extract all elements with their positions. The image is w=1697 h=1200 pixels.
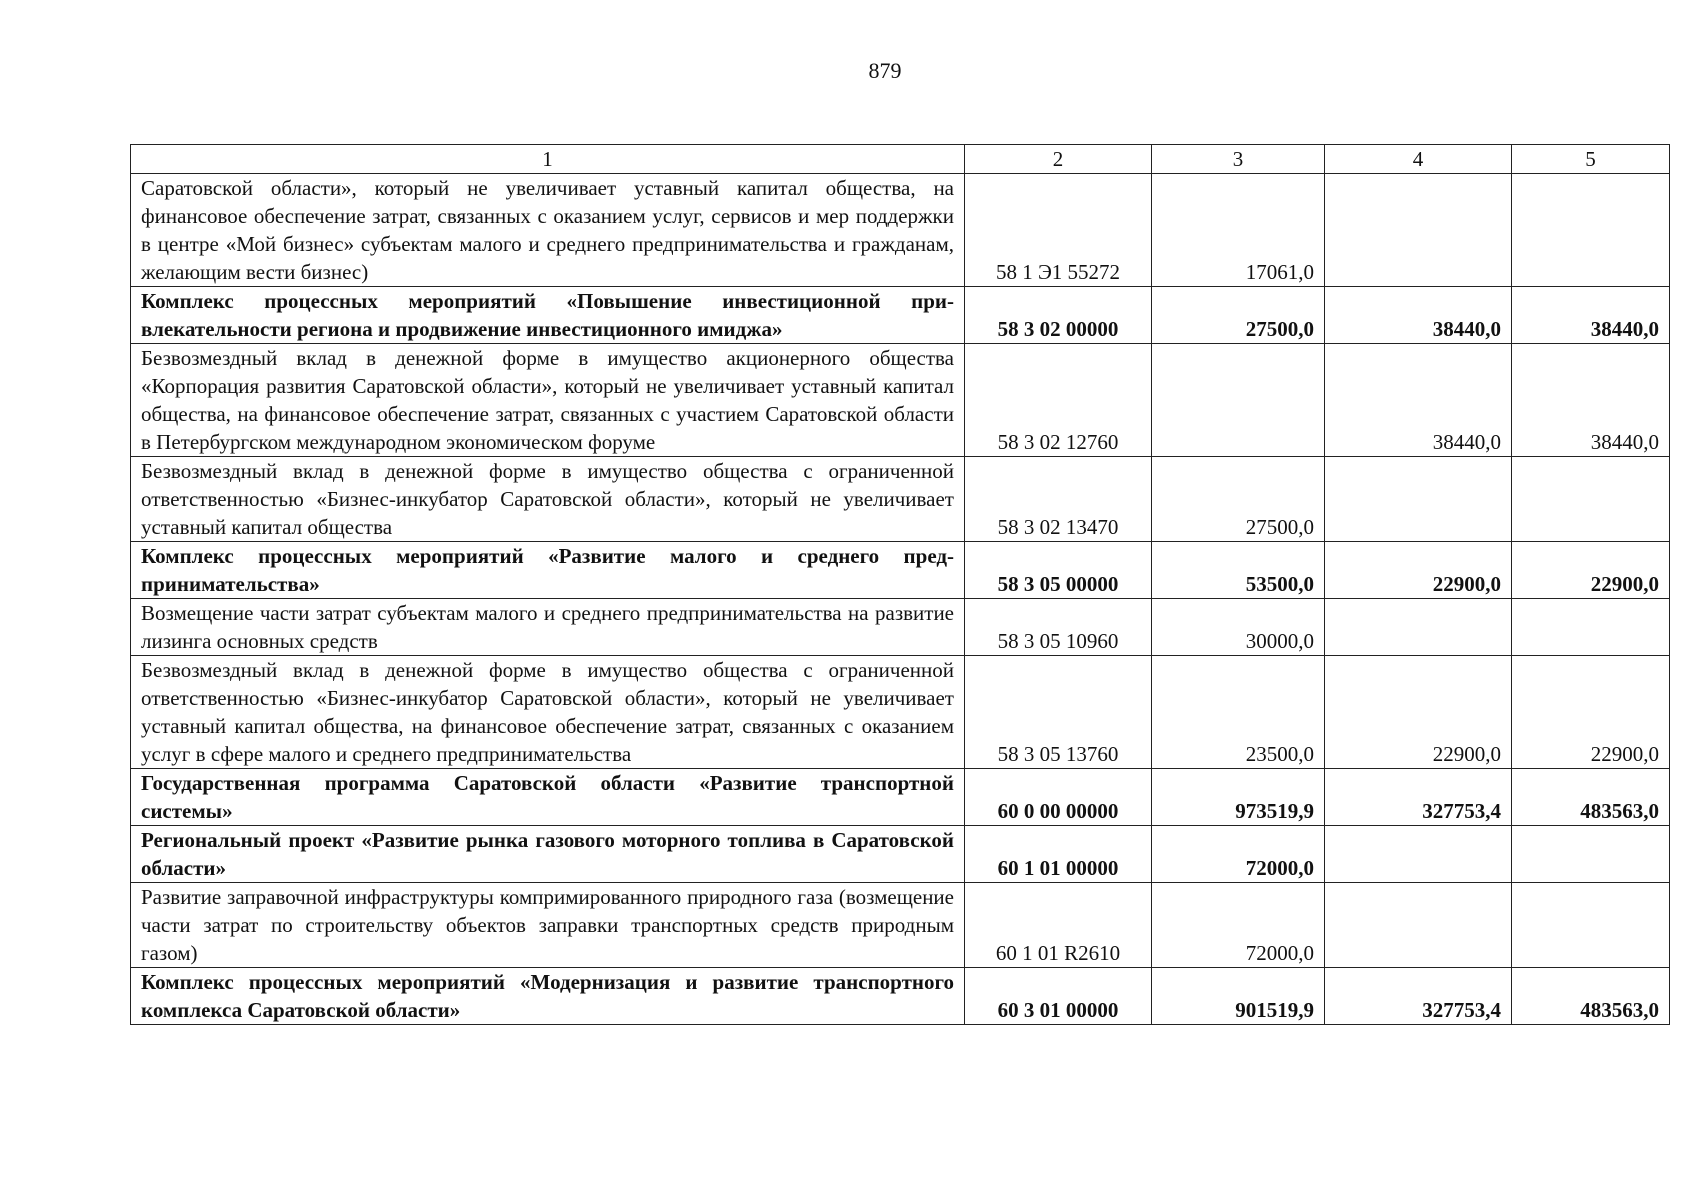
row-value-col-5 xyxy=(1512,599,1670,656)
row-value-col-3: 30000,0 xyxy=(1152,599,1325,656)
row-code-cell: 58 3 02 12760 xyxy=(965,344,1152,457)
row-code-cell: 58 3 05 10960 xyxy=(965,599,1152,656)
row-value-col-5: 38440,0 xyxy=(1512,287,1670,344)
table-row xyxy=(131,883,1670,968)
page-number: 879 xyxy=(868,58,902,83)
row-name-cell: Саратовской области», который не увеличивает уставный капитал общества, на финансовое обеспечение затрат, связанных с оказанием услуг, сервисов и мер поддержки в центре «Мой бизнес» субъектам малого и среднего предпринимательства и гражданам, желающим вести бизнес) xyxy=(131,174,965,287)
row-value-col-4 xyxy=(1325,826,1512,883)
row-name-cell: Возмещение части затрат субъектам малого и среднего предпринимательства на развитие лизинга основных средств xyxy=(131,599,965,656)
row-value-col-3: 72000,0 xyxy=(1152,826,1325,883)
row-value-col-5 xyxy=(1512,457,1670,542)
row-value-col-5 xyxy=(1512,826,1670,883)
table-body xyxy=(131,174,1670,1025)
row-code-cell: 60 0 00 00000 xyxy=(965,769,1152,826)
table-header xyxy=(131,145,1670,174)
row-value-col-4: 327753,4 xyxy=(1325,769,1512,826)
budget-table xyxy=(130,144,1670,1025)
row-value-col-4 xyxy=(1325,599,1512,656)
row-name-cell: Безвозмездный вклад в денежной форме в имущество общества с ограниченной ответственностью «Бизнес-инкубатор Саратовской области», который не увеличивает уставный капитал общества, на финансовое обеспечение затрат, связанных с оказанием услуг в сфере малого и среднего предпринимательства xyxy=(131,656,965,769)
row-value-col-4: 22900,0 xyxy=(1325,656,1512,769)
row-name-cell: Государственная программа Саратовской области «Развитие транспортной системы» xyxy=(131,769,965,826)
header-col-3: 3 xyxy=(1152,145,1325,174)
row-code-cell: 58 3 05 13760 xyxy=(965,656,1152,769)
row-value-col-3: 72000,0 xyxy=(1152,883,1325,968)
row-code-cell: 58 3 02 13470 xyxy=(965,457,1152,542)
row-name-cell: Безвозмездный вклад в денежной форме в имущество общества с ограниченной ответственностью «Бизнес-инкубатор Саратовской области», который не увеличивает уставный капитал общества xyxy=(131,457,965,542)
row-value-col-5 xyxy=(1512,174,1670,287)
row-value-col-5: 22900,0 xyxy=(1512,542,1670,599)
table-row xyxy=(131,287,1670,344)
row-name-cell: Комплекс процессных мероприятий «Развитие малого и среднего предпринимательства» xyxy=(131,542,965,599)
row-name-cell: Комплекс процессных мероприятий «Модернизация и развитие транспортного комплекса Саратовской области» xyxy=(131,968,965,1025)
row-name-cell: Региональный проект «Развитие рынка газового моторного топлива в Саратовской области» xyxy=(131,826,965,883)
table-row xyxy=(131,769,1670,826)
table-row xyxy=(131,826,1670,883)
header-row xyxy=(131,145,1670,174)
row-code-cell: 60 3 01 00000 xyxy=(965,968,1152,1025)
row-value-col-3: 973519,9 xyxy=(1152,769,1325,826)
row-name-cell: Безвозмездный вклад в денежной форме в имущество акционерного общества «Корпорация развития Саратовской области», который не увеличивает уставный капитал общества, на финансовое обеспечение затрат, связанных с участием Саратовской области в Петербургском международном экономическом форуме xyxy=(131,344,965,457)
row-value-col-4 xyxy=(1325,457,1512,542)
row-value-col-3: 23500,0 xyxy=(1152,656,1325,769)
row-code-cell: 60 1 01 R2610 xyxy=(965,883,1152,968)
header-col-4: 4 xyxy=(1325,145,1512,174)
row-value-col-3: 27500,0 xyxy=(1152,457,1325,542)
row-value-col-4 xyxy=(1325,883,1512,968)
table-row xyxy=(131,968,1670,1025)
row-value-col-4: 38440,0 xyxy=(1325,287,1512,344)
header-col-1: 1 xyxy=(131,145,965,174)
row-value-col-5: 483563,0 xyxy=(1512,968,1670,1025)
row-code-cell: 58 1 Э1 55272 xyxy=(965,174,1152,287)
table-row xyxy=(131,174,1670,287)
row-code-cell: 58 3 05 00000 xyxy=(965,542,1152,599)
row-value-col-4: 22900,0 xyxy=(1325,542,1512,599)
row-value-col-3: 901519,9 xyxy=(1152,968,1325,1025)
row-value-col-5 xyxy=(1512,883,1670,968)
row-value-col-3 xyxy=(1152,344,1325,457)
table-row xyxy=(131,457,1670,542)
table-row xyxy=(131,656,1670,769)
table-row xyxy=(131,542,1670,599)
header-col-5: 5 xyxy=(1512,145,1670,174)
row-name-cell: Комплекс процессных мероприятий «Повышение инвестиционной привлекательности региона и продвижение инвестиционного имиджа» xyxy=(131,287,965,344)
row-value-col-5: 483563,0 xyxy=(1512,769,1670,826)
row-name-cell: Развитие заправочной инфраструктуры компримированного природного газа (возмещение части затрат по строительству объектов заправки транспортных средств природным газом) xyxy=(131,883,965,968)
row-value-col-3: 17061,0 xyxy=(1152,174,1325,287)
row-value-col-5: 38440,0 xyxy=(1512,344,1670,457)
row-value-col-4 xyxy=(1325,174,1512,287)
row-value-col-4: 327753,4 xyxy=(1325,968,1512,1025)
row-value-col-5: 22900,0 xyxy=(1512,656,1670,769)
row-code-cell: 58 3 02 00000 xyxy=(965,287,1152,344)
header-col-2: 2 xyxy=(965,145,1152,174)
row-code-cell: 60 1 01 00000 xyxy=(965,826,1152,883)
row-value-col-3: 53500,0 xyxy=(1152,542,1325,599)
row-value-col-3: 27500,0 xyxy=(1152,287,1325,344)
row-value-col-4: 38440,0 xyxy=(1325,344,1512,457)
table-row xyxy=(131,344,1670,457)
table-row xyxy=(131,599,1670,656)
